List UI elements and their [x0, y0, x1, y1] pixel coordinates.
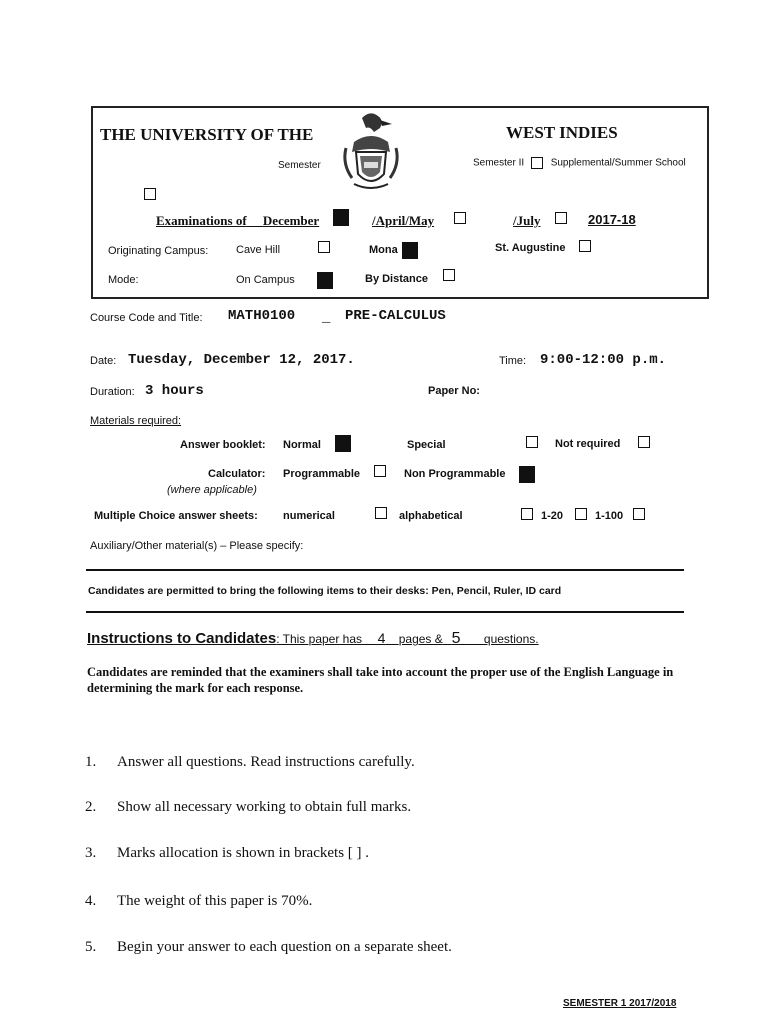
mc-sheets-label: Multiple Choice answer sheets: [94, 510, 258, 522]
numerical-checkbox[interactable] [375, 507, 387, 519]
course-title: PRE-CALCULUS [345, 308, 446, 324]
semester-ii-label: Semester II [473, 157, 525, 169]
supplemental-label: Supplemental/Summer School [550, 157, 686, 169]
mona-checkbox[interactable] [402, 242, 418, 259]
instruction-num: 3. [85, 845, 97, 861]
semester-i-checkbox[interactable] [144, 188, 156, 200]
where-applicable-note: (where applicable) [167, 484, 257, 496]
semester-i-option [144, 185, 156, 203]
range-1-100-label: 1-100 [595, 510, 624, 522]
campus-label: Originating Campus: [108, 245, 209, 257]
programmable-checkbox[interactable] [374, 465, 386, 477]
semester-footer: SEMESTER 1 2017/2018 [563, 998, 677, 1009]
permitted-items-text: Candidates are permitted to bring the following items to their desks: Pen, Pencil, Ruler, ID card [88, 585, 562, 597]
course-code: MATH0100 [228, 308, 296, 324]
st-augustine-label: St. Augustine [495, 242, 566, 254]
non-programmable-label: Non Programmable [404, 468, 506, 480]
on-campus-label: On Campus [236, 274, 295, 286]
instruction-item-4 [85, 893, 312, 910]
course-separator: _ [322, 310, 331, 326]
course-label: Course Code and Title: [90, 312, 203, 324]
university-crest-icon [340, 108, 402, 194]
instruction-text: Marks allocation is shown in brackets [ ] . [117, 845, 370, 861]
date-value: Tuesday, December 12, 2017. [128, 352, 355, 368]
by-distance-checkbox[interactable] [443, 269, 455, 281]
instruction-num: 1. [85, 754, 97, 770]
university-name-right: WEST INDIES [506, 123, 618, 142]
time-label: Time: [499, 355, 527, 367]
pages-word: pages & [398, 632, 443, 646]
paper-has-prefix: : This paper has [276, 632, 363, 646]
instruction-text: Show all necessary working to obtain full marks. [117, 799, 412, 815]
july-label: /July [513, 213, 541, 228]
english-reminder: Candidates are reminded that the examiners shall take into account the proper use of the English Language in determining the mark for each response. [87, 665, 674, 695]
mona-label: Mona [369, 244, 398, 256]
materials-heading: Materials required: [90, 415, 182, 427]
december-text: December [262, 213, 320, 228]
mode-label: Mode: [108, 274, 139, 286]
on-campus-checkbox[interactable] [317, 272, 333, 289]
answer-booklet-label: Answer booklet: [180, 439, 266, 451]
instructions-heading-line [87, 630, 539, 648]
duration-label: Duration: [90, 386, 135, 398]
range-1-100-checkbox[interactable] [633, 508, 645, 520]
range-1-20-label: 1-20 [541, 510, 564, 522]
instruction-num: 5. [85, 939, 97, 955]
range-1-20-checkbox[interactable] [575, 508, 587, 520]
examinations-of-label [156, 213, 319, 229]
instruction-item-1 [85, 754, 415, 771]
april-may-checkbox[interactable] [454, 212, 466, 224]
semester-ii-option [473, 157, 686, 169]
instruction-item-5 [85, 939, 452, 956]
instruction-num: 4. [85, 893, 97, 909]
july-checkbox[interactable] [555, 212, 567, 224]
questions-word: questions. [483, 632, 539, 646]
university-name-left: THE UNIVERSITY OF THE [100, 125, 314, 144]
instruction-num: 2. [85, 799, 97, 815]
numerical-label: numerical [283, 510, 335, 522]
december-checkbox[interactable] [333, 209, 349, 226]
instruction-text: The weight of this paper is 70%. [117, 893, 313, 909]
instruction-text: Begin your answer to each question on a separate sheet. [117, 939, 452, 955]
april-may-label: /April/May [372, 213, 435, 228]
instruction-text: Answer all questions. Read instructions carefully. [117, 754, 415, 770]
auxiliary-label: Auxiliary/Other material(s) – Please specify: [90, 540, 304, 552]
alphabetical-label: alphabetical [399, 510, 463, 522]
normal-checkbox[interactable] [335, 435, 351, 452]
cave-hill-checkbox[interactable] [318, 241, 330, 253]
semester-label: Semester [278, 160, 321, 171]
alphabetical-checkbox[interactable] [521, 508, 533, 520]
instruction-item-3 [85, 845, 369, 862]
academic-year: 2017-18 [588, 212, 636, 227]
pages-count: 4 [377, 630, 386, 646]
instruction-item-2 [85, 799, 411, 816]
semester-ii-checkbox[interactable] [531, 157, 543, 169]
cave-hill-label: Cave Hill [236, 244, 281, 256]
paper-no-label: Paper No: [428, 385, 480, 397]
instructions-heading: Instructions to Candidates [87, 630, 277, 647]
divider-bottom [86, 611, 684, 613]
time-value: 9:00-12:00 p.m. [540, 352, 667, 368]
date-label: Date: [90, 355, 117, 367]
calculator-label: Calculator: [208, 468, 266, 480]
divider-top [86, 569, 684, 571]
special-checkbox[interactable] [526, 436, 538, 448]
programmable-label: Programmable [283, 468, 361, 480]
special-label: Special [407, 439, 446, 451]
duration-value: 3 hours [145, 383, 204, 399]
exams-of-text: Examinations of [156, 213, 247, 228]
non-programmable-checkbox[interactable] [519, 466, 535, 483]
not-required-checkbox[interactable] [638, 436, 650, 448]
by-distance-label: By Distance [365, 273, 428, 285]
questions-count: 5 [451, 630, 461, 647]
not-required-label: Not required [555, 438, 621, 450]
normal-label: Normal [283, 439, 321, 451]
st-augustine-checkbox[interactable] [579, 240, 591, 252]
